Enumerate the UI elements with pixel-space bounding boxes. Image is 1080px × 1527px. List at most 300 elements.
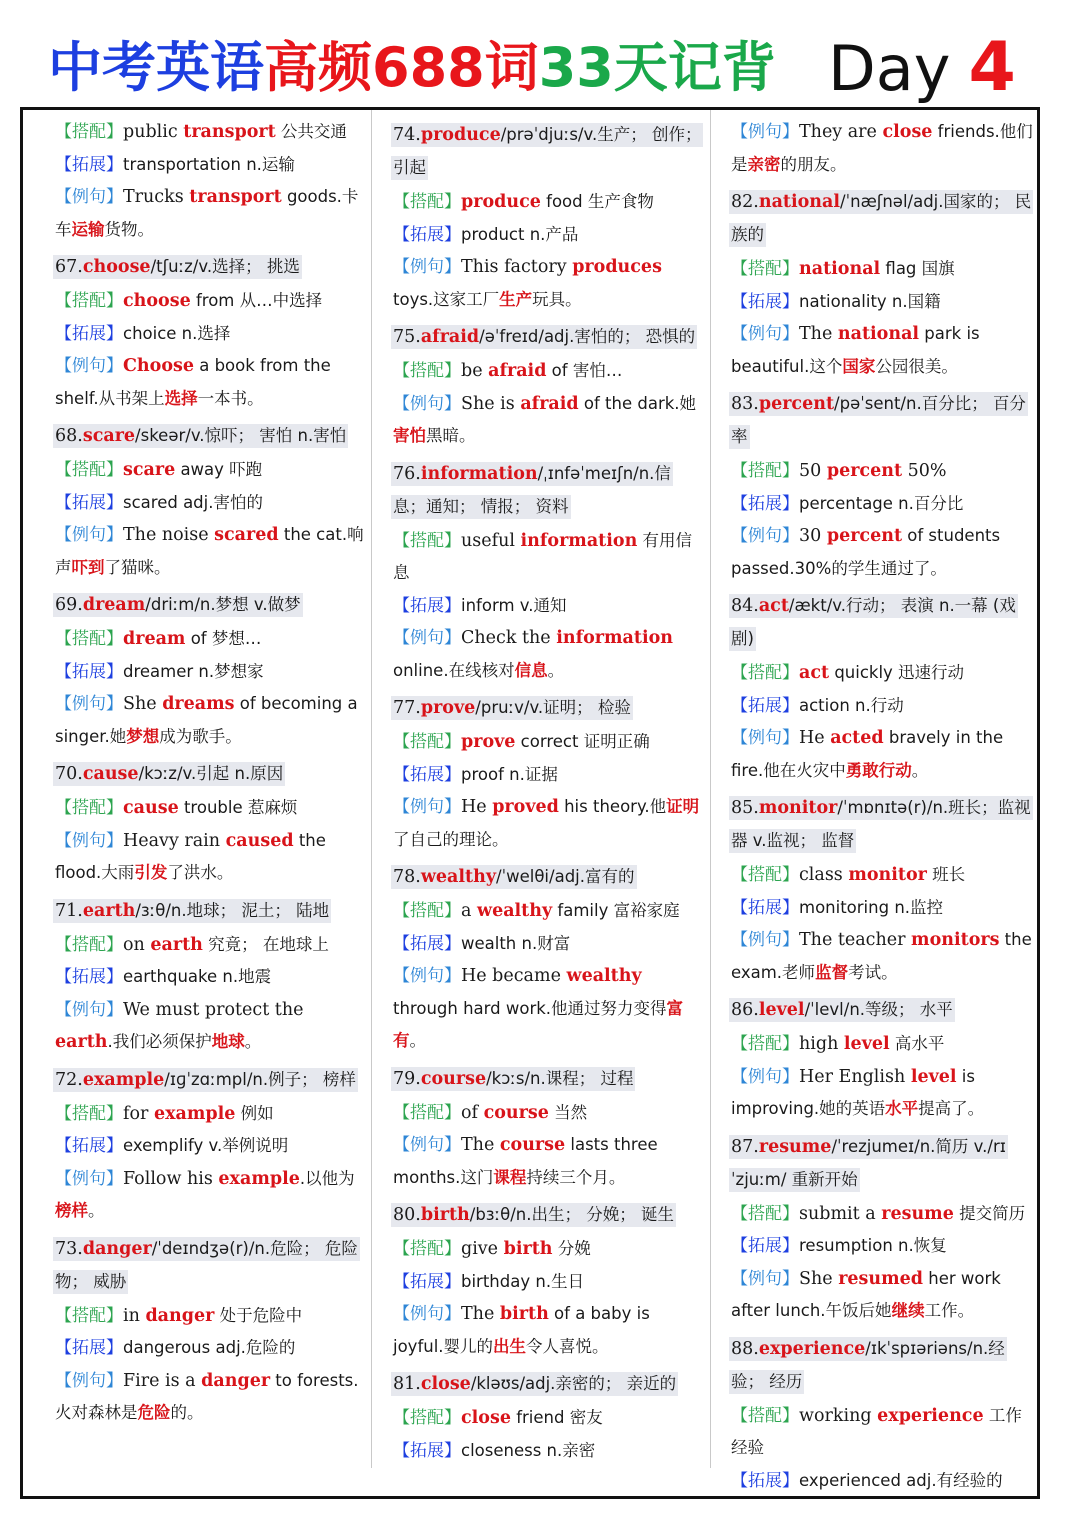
entry-heading bbox=[729, 998, 955, 1022]
vocab-entry bbox=[53, 1063, 365, 1228]
highlight-text: 害怕 bbox=[393, 426, 426, 445]
line-text: 究竟； 在地球上 bbox=[202, 934, 329, 954]
entry-definition: /ɪkˈspɪəriəns/n.经验； 经历 bbox=[731, 1338, 1005, 1391]
highlight-text: example bbox=[153, 1103, 236, 1124]
line-text: 当然 bbox=[548, 1102, 588, 1122]
collocation-tag: 【搭配】 bbox=[393, 361, 461, 381]
highlight-text: earth bbox=[150, 934, 203, 955]
entry-headline bbox=[391, 118, 703, 184]
vocab-entry bbox=[729, 116, 1035, 181]
entry-definition: /kləʊs/adj.亲密的； 亲近的 bbox=[470, 1374, 677, 1393]
extension-tag: 【拓展】 bbox=[731, 1236, 799, 1256]
day-number: 4 bbox=[968, 28, 1016, 107]
entry-word: experience bbox=[758, 1338, 866, 1359]
line-text: 货物。 bbox=[104, 219, 154, 239]
extension-tag: 【拓展】 bbox=[393, 1440, 461, 1461]
title-part-3: 33天记背 bbox=[538, 36, 776, 99]
line-text: quickly 迅速行动 bbox=[829, 663, 965, 682]
line-text: of the dark.她 bbox=[578, 393, 697, 413]
entry-number: 78. bbox=[393, 867, 421, 887]
highlight-text: example bbox=[218, 1168, 300, 1189]
line-text: 。 bbox=[88, 1201, 105, 1220]
highlight-text: dreams bbox=[162, 694, 235, 714]
line-text: Fire is a bbox=[123, 1370, 202, 1391]
example-tag: 【例句】 bbox=[731, 324, 799, 344]
highlight-text: acted bbox=[830, 728, 884, 748]
highlight-text: level bbox=[843, 1034, 890, 1054]
line-text: 例如 bbox=[235, 1103, 274, 1123]
highlight-text: monitor bbox=[848, 865, 927, 885]
collocation-tag: 【搭配】 bbox=[731, 461, 799, 481]
highlight-text: danger bbox=[201, 1370, 271, 1391]
line-text: toys.这家工厂 bbox=[393, 289, 500, 309]
entry-example-line bbox=[391, 251, 703, 316]
entry-definition: /ˌɪnfəˈmeɪʃn/n.信息；通知； 情报； 资料 bbox=[393, 463, 671, 516]
highlight-text: transport bbox=[183, 122, 276, 142]
collocation-tag: 【搭配】 bbox=[55, 629, 123, 649]
line-text: 。 bbox=[244, 1032, 262, 1051]
entry-collocation-line bbox=[53, 285, 365, 318]
entry-heading bbox=[391, 1372, 678, 1396]
entry-example-line bbox=[729, 520, 1035, 585]
entry-example-line bbox=[53, 519, 365, 584]
entry-extension-line bbox=[729, 488, 1035, 521]
vocab-entry bbox=[729, 1332, 1035, 1498]
line-text: family 富裕家庭 bbox=[552, 901, 680, 920]
entry-extension-line bbox=[391, 219, 703, 252]
entry-heading bbox=[729, 594, 1018, 651]
entry-extension-line bbox=[729, 690, 1035, 723]
highlight-text: 榜样 bbox=[55, 1201, 88, 1220]
entry-headline bbox=[391, 1198, 703, 1231]
example-tag: 【例句】 bbox=[393, 1135, 461, 1155]
entry-example-line bbox=[391, 960, 703, 1058]
highlight-text: close bbox=[461, 1408, 511, 1428]
vocab-entry bbox=[53, 116, 365, 246]
line-text: 。 bbox=[547, 660, 565, 680]
entry-collocation-line bbox=[729, 253, 1035, 286]
vocab-entry bbox=[729, 185, 1035, 383]
line-text: Follow his bbox=[123, 1168, 219, 1189]
entry-heading bbox=[391, 123, 703, 180]
example-tag: 【例句】 bbox=[55, 356, 123, 376]
entry-collocation-line bbox=[391, 895, 703, 928]
entry-example-line bbox=[391, 1129, 703, 1194]
highlight-text: 课程 bbox=[493, 1167, 527, 1187]
line-text: transportation n.运输 bbox=[123, 154, 295, 174]
entry-definition: /pruːv/v.证明； 检验 bbox=[475, 698, 631, 717]
entry-definition: /ˈdeɪndʒə(r)/n.危险； 危险物； 威胁 bbox=[55, 1238, 358, 1291]
entry-headline bbox=[729, 993, 1035, 1026]
extension-tag: 【拓展】 bbox=[393, 595, 461, 616]
line-text: on bbox=[123, 934, 151, 955]
line-text: 50 bbox=[799, 461, 827, 481]
highlight-text: 水平 bbox=[885, 1099, 919, 1118]
line-text: working bbox=[799, 1405, 878, 1426]
entry-extension-line bbox=[53, 1332, 365, 1365]
line-text: 分娩 bbox=[552, 1239, 591, 1258]
example-tag: 【例句】 bbox=[393, 257, 461, 277]
entry-heading bbox=[391, 696, 633, 720]
entry-number: 79. bbox=[393, 1068, 421, 1089]
line-text: 有用信息 bbox=[393, 530, 693, 582]
entry-number: 69. bbox=[55, 595, 83, 615]
entry-example-line bbox=[391, 388, 703, 453]
example-tag: 【例句】 bbox=[55, 694, 123, 714]
entry-word: birth bbox=[420, 1205, 470, 1225]
entry-heading bbox=[53, 593, 303, 617]
entry-word: cause bbox=[82, 764, 139, 784]
vocab-entry bbox=[53, 1232, 365, 1430]
line-text: This factory bbox=[461, 257, 573, 277]
line-text: give bbox=[461, 1239, 504, 1259]
line-text: 了自己的理论。 bbox=[393, 829, 509, 849]
line-text: choice n.选择 bbox=[123, 323, 231, 343]
line-text: 持续三个月。 bbox=[526, 1167, 626, 1187]
highlight-text: resume bbox=[881, 1203, 954, 1224]
highlight-text: 证明 bbox=[666, 797, 700, 816]
highlight-text: 监督 bbox=[815, 962, 849, 982]
line-text: from 从…中选择 bbox=[190, 291, 323, 310]
entry-definition: /skeər/v.惊吓； 害怕 n.害怕 bbox=[135, 426, 347, 445]
title-part-2: 高频688词 bbox=[264, 36, 539, 99]
extension-tag: 【拓展】 bbox=[55, 154, 123, 175]
line-text: submit a bbox=[799, 1203, 882, 1224]
entry-headline bbox=[391, 1367, 703, 1400]
entry-number: 68. bbox=[55, 426, 83, 446]
line-text: bravely in the fire.他在火灾中 bbox=[731, 728, 1004, 780]
vocab-entry bbox=[53, 250, 365, 415]
vocab-entry bbox=[53, 419, 365, 584]
entry-word: earth bbox=[82, 900, 136, 921]
example-tag: 【例句】 bbox=[731, 1268, 799, 1289]
entry-heading bbox=[729, 796, 1033, 853]
entry-example-line bbox=[53, 181, 365, 246]
entry-headline bbox=[729, 589, 1035, 655]
entry-extension-line bbox=[391, 590, 703, 623]
entry-headline bbox=[53, 1232, 365, 1298]
entry-number: 85. bbox=[731, 798, 759, 818]
line-text: food 生产食物 bbox=[540, 192, 654, 211]
highlight-text: danger bbox=[145, 1305, 215, 1326]
line-text: inform v.通知 bbox=[461, 595, 567, 615]
example-tag: 【例句】 bbox=[731, 930, 799, 950]
entry-definition: /ɪɡˈzɑːmpl/n.例子； 榜样 bbox=[164, 1069, 356, 1089]
entry-collocation-line bbox=[53, 454, 365, 487]
vocab-entry bbox=[391, 860, 703, 1058]
highlight-text: scare bbox=[123, 460, 176, 480]
line-text: action n.行动 bbox=[799, 695, 904, 715]
entry-headline bbox=[53, 1063, 365, 1096]
entry-example-line bbox=[729, 318, 1035, 383]
line-text: his theory.他 bbox=[558, 797, 667, 816]
entry-number: 71. bbox=[55, 900, 83, 921]
column-divider bbox=[710, 110, 711, 1468]
line-text: Check the bbox=[461, 628, 557, 648]
line-text: .我们必须保护 bbox=[107, 1032, 212, 1051]
highlight-text: 危险 bbox=[137, 1403, 171, 1422]
entry-headline bbox=[391, 320, 703, 353]
entry-heading bbox=[53, 1237, 360, 1294]
line-text: of a baby is joyful.婴儿的 bbox=[393, 1304, 650, 1356]
line-text: of 梦想… bbox=[185, 629, 262, 648]
collocation-tag: 【搭配】 bbox=[393, 732, 461, 752]
extension-tag: 【拓展】 bbox=[731, 695, 799, 716]
entry-example-line bbox=[53, 994, 365, 1059]
highlight-text: national bbox=[799, 259, 881, 279]
line-text: Trucks bbox=[123, 187, 190, 207]
line-text: through hard work.他通过努力变得 bbox=[393, 998, 667, 1018]
entry-headline bbox=[729, 1332, 1035, 1398]
example-tag: 【例句】 bbox=[731, 728, 799, 748]
entry-number: 76. bbox=[393, 463, 421, 484]
collocation-tag: 【搭配】 bbox=[55, 798, 123, 818]
line-text: She is bbox=[461, 393, 521, 414]
line-text: Her English bbox=[799, 1066, 911, 1087]
line-text: 的朋友。 bbox=[780, 154, 847, 174]
entry-example-line bbox=[729, 722, 1035, 787]
entry-extension-line bbox=[53, 656, 365, 689]
line-text: 考试。 bbox=[848, 962, 898, 982]
line-text: 提高了。 bbox=[918, 1099, 985, 1118]
entry-extension-line bbox=[391, 1266, 703, 1299]
extension-tag: 【拓展】 bbox=[55, 1136, 123, 1156]
entry-number: 67. bbox=[55, 257, 83, 277]
collocation-tag: 【搭配】 bbox=[731, 259, 799, 279]
highlight-text: experience bbox=[877, 1405, 984, 1426]
line-text: lasts three months.这门 bbox=[393, 1135, 658, 1187]
example-tag: 【例句】 bbox=[393, 797, 461, 817]
entry-definition: /pəˈsent/n.百分比； 百分率 bbox=[731, 394, 1026, 446]
entry-word: afraid bbox=[420, 327, 480, 347]
highlight-text: proved bbox=[492, 797, 559, 817]
vocab-entry bbox=[391, 1198, 703, 1363]
content-frame bbox=[20, 107, 1040, 1499]
entry-headline bbox=[391, 691, 703, 724]
highlight-text: transport bbox=[189, 187, 282, 207]
entry-example-line bbox=[391, 791, 703, 856]
line-text: 工作。 bbox=[924, 1301, 975, 1320]
highlight-text: level bbox=[910, 1066, 957, 1087]
vocab-entry bbox=[53, 588, 365, 753]
entry-word: scare bbox=[82, 426, 136, 446]
line-text: closeness n.亲密 bbox=[461, 1440, 596, 1460]
line-text: She bbox=[799, 1268, 839, 1289]
vocab-entry bbox=[729, 791, 1035, 989]
entry-extension-line bbox=[53, 318, 365, 351]
highlight-text: dream bbox=[123, 629, 186, 649]
line-text: the cat.响声 bbox=[55, 525, 364, 577]
extension-tag: 【拓展】 bbox=[55, 1338, 123, 1358]
line-text: 30 bbox=[799, 526, 827, 546]
example-tag: 【例句】 bbox=[55, 1168, 123, 1189]
entry-headline bbox=[391, 457, 703, 523]
entry-example-line bbox=[53, 350, 365, 415]
line-text: wealth n.财富 bbox=[461, 933, 571, 953]
title-part-1: 中考英语 bbox=[48, 36, 264, 99]
line-text: The bbox=[461, 1304, 500, 1324]
line-text: monitoring n.监控 bbox=[799, 897, 944, 917]
entry-collocation-line bbox=[391, 1233, 703, 1266]
line-text: dangerous adj.危险的 bbox=[123, 1338, 296, 1357]
entry-number: 73. bbox=[55, 1238, 83, 1259]
entry-number: 74. bbox=[393, 125, 421, 145]
collocation-tag: 【搭配】 bbox=[55, 1305, 123, 1326]
entry-number: 87. bbox=[731, 1136, 759, 1157]
highlight-text: percent bbox=[826, 461, 903, 481]
entry-extension-line bbox=[729, 286, 1035, 319]
entry-collocation-line bbox=[729, 1198, 1035, 1231]
line-text: 。 bbox=[911, 760, 929, 780]
page-title bbox=[48, 28, 776, 108]
line-text: .以他为 bbox=[299, 1168, 355, 1188]
line-text: 提交简历 bbox=[953, 1203, 1026, 1223]
line-text: correct 证明正确 bbox=[515, 732, 650, 751]
extension-tag: 【拓展】 bbox=[55, 492, 123, 513]
column-3 bbox=[729, 110, 1035, 1496]
highlight-text: earth bbox=[55, 1032, 108, 1052]
line-text: earthquake n.地震 bbox=[123, 967, 272, 986]
line-text: of students passed.30%的学生通过了。 bbox=[731, 526, 1001, 578]
line-text: He became bbox=[461, 966, 567, 986]
entry-collocation-line bbox=[729, 1028, 1035, 1061]
extension-tag: 【拓展】 bbox=[731, 1470, 799, 1491]
example-tag: 【例句】 bbox=[55, 525, 123, 545]
entry-headline bbox=[53, 419, 365, 452]
entry-word: close bbox=[420, 1374, 471, 1394]
line-text: 处于危险中 bbox=[214, 1305, 303, 1325]
entry-number: 77. bbox=[393, 698, 421, 718]
line-text: in bbox=[123, 1305, 146, 1326]
extension-tag: 【拓展】 bbox=[393, 764, 461, 785]
entry-heading bbox=[729, 1135, 1008, 1192]
entry-collocation-line bbox=[729, 859, 1035, 892]
entry-example-line bbox=[729, 1263, 1035, 1328]
example-tag: 【例句】 bbox=[731, 526, 799, 546]
entry-word: level bbox=[758, 1000, 805, 1020]
entry-heading bbox=[729, 1337, 1007, 1394]
entry-collocation-line bbox=[53, 623, 365, 656]
line-text: is improving.她的英语 bbox=[731, 1066, 975, 1118]
entry-word: choose bbox=[82, 257, 151, 277]
highlight-text: resumed bbox=[838, 1268, 924, 1289]
entry-collocation-line bbox=[729, 455, 1035, 488]
entry-extension-line bbox=[391, 1435, 703, 1468]
line-text: birthday n.生日 bbox=[461, 1271, 585, 1291]
entry-definition: /ˈrezjumeɪ/n.简历 v./rɪˈzjuːm/ 重新开始 bbox=[731, 1136, 1006, 1189]
entry-collocation-line bbox=[391, 726, 703, 759]
entry-definition: /ˈwelθi/adj.富有的 bbox=[496, 867, 635, 886]
line-text: trouble 惹麻烦 bbox=[178, 798, 298, 817]
entry-word: monitor bbox=[758, 798, 838, 818]
vocab-entry bbox=[391, 1062, 703, 1195]
entry-collocation-line bbox=[729, 1400, 1035, 1465]
entry-extension-line bbox=[729, 892, 1035, 925]
extension-tag: 【拓展】 bbox=[731, 897, 799, 918]
line-text: friends.他们是 bbox=[731, 122, 1033, 174]
entry-heading bbox=[391, 325, 697, 349]
vocab-entry bbox=[391, 457, 703, 688]
entry-collocation-line bbox=[53, 116, 365, 149]
example-tag: 【例句】 bbox=[731, 122, 799, 142]
line-text: 的。 bbox=[170, 1403, 204, 1422]
collocation-tag: 【搭配】 bbox=[393, 1239, 461, 1259]
highlight-text: produces bbox=[572, 257, 662, 277]
highlight-text: information bbox=[520, 530, 638, 551]
entry-extension-line bbox=[53, 961, 365, 994]
entry-extension-line bbox=[53, 149, 365, 182]
example-tag: 【例句】 bbox=[393, 966, 461, 986]
entry-number: 86. bbox=[731, 1000, 759, 1020]
day-indicator bbox=[828, 28, 1016, 108]
collocation-tag: 【搭配】 bbox=[393, 530, 461, 551]
line-text: He bbox=[461, 797, 493, 817]
collocation-tag: 【搭配】 bbox=[55, 460, 123, 480]
line-text: 令人喜悦。 bbox=[526, 1336, 609, 1356]
entry-headline bbox=[53, 250, 365, 283]
line-text: 工作经验 bbox=[731, 1405, 1022, 1457]
line-text: her work after lunch.午饭后她 bbox=[731, 1268, 1001, 1320]
entry-word: dream bbox=[82, 595, 146, 615]
entry-number: 80. bbox=[393, 1205, 421, 1225]
collocation-tag: 【搭配】 bbox=[55, 291, 123, 311]
entry-word: resume bbox=[758, 1136, 832, 1157]
line-text: product n.产品 bbox=[461, 224, 579, 244]
collocation-tag: 【搭配】 bbox=[55, 122, 123, 142]
line-text: 了洪水。 bbox=[167, 863, 234, 882]
line-text: He bbox=[799, 728, 831, 748]
vocab-entry bbox=[391, 1367, 703, 1467]
line-text: flag 国旗 bbox=[880, 259, 955, 278]
highlight-text: monitors bbox=[911, 930, 1000, 950]
line-text: The bbox=[461, 1135, 500, 1155]
collocation-tag: 【搭配】 bbox=[731, 1405, 799, 1426]
entry-number: 88. bbox=[731, 1338, 759, 1359]
line-text: proof n.证据 bbox=[461, 764, 558, 784]
highlight-text: choose bbox=[123, 291, 191, 311]
entry-example-line bbox=[729, 924, 1035, 989]
line-text: park is beautiful.这个 bbox=[731, 324, 980, 376]
line-text: 50% bbox=[902, 461, 947, 481]
entry-heading bbox=[391, 1203, 676, 1227]
entry-heading bbox=[53, 424, 348, 448]
entry-definition: /əˈfreɪd/adj.害怕的； 恐惧的 bbox=[479, 327, 696, 346]
collocation-tag: 【搭配】 bbox=[393, 901, 461, 921]
entry-definition: /kɔːs/n.课程； 过程 bbox=[486, 1068, 634, 1088]
vocab-entry bbox=[53, 894, 365, 1059]
line-text: The noise bbox=[123, 525, 215, 545]
column-1 bbox=[53, 110, 365, 1496]
entry-headline bbox=[729, 185, 1035, 251]
entry-definition: /kɔːz/v.引起 n.原因 bbox=[138, 764, 284, 783]
day-label: Day bbox=[828, 32, 951, 105]
entry-definition: /bɜːθ/n.出生； 分娩； 诞生 bbox=[469, 1205, 674, 1224]
example-tag: 【例句】 bbox=[393, 628, 461, 648]
entry-collocation-line bbox=[391, 355, 703, 388]
extension-tag: 【拓展】 bbox=[55, 967, 123, 987]
column-2 bbox=[391, 110, 703, 1496]
entry-headline bbox=[53, 894, 365, 927]
highlight-text: 勇敢行动 bbox=[845, 760, 912, 780]
highlight-text: 生产 bbox=[499, 289, 533, 309]
line-text: class bbox=[799, 865, 849, 885]
entry-word: example bbox=[82, 1069, 165, 1090]
entry-number: 82. bbox=[731, 192, 759, 212]
line-text: dreamer n.梦想家 bbox=[123, 661, 264, 681]
entry-word: course bbox=[420, 1068, 487, 1089]
line-text: 班长 bbox=[926, 865, 966, 884]
vocab-entry bbox=[391, 118, 703, 316]
